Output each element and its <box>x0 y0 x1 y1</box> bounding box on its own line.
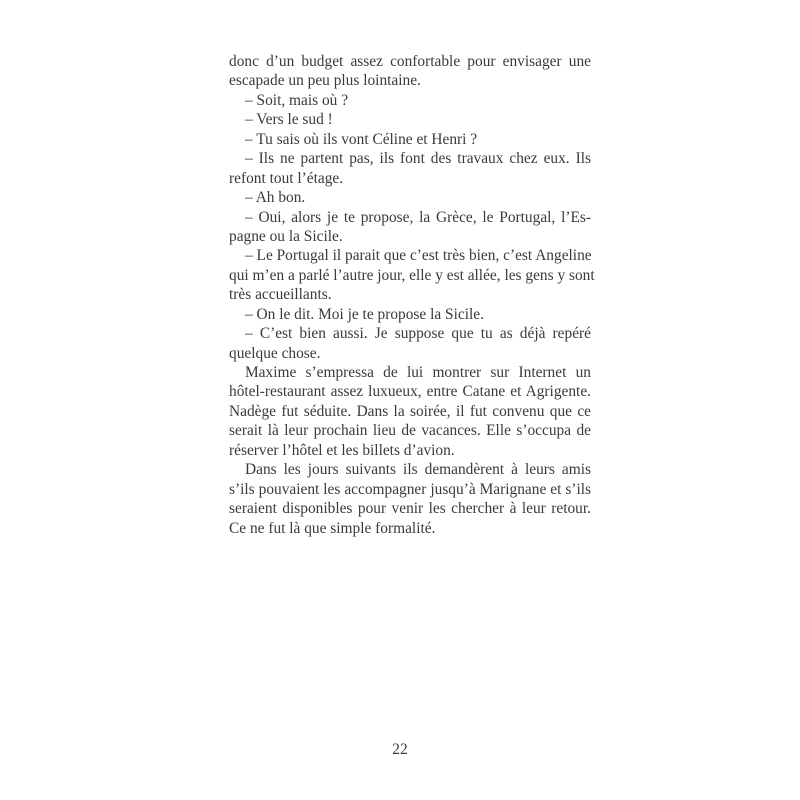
text-line: pagne ou la Sicile. <box>229 227 343 245</box>
dialogue-line: – Ah bon. <box>245 189 306 207</box>
text-line: seraient disponibles pour venir les chercher à leur retour. <box>229 500 591 518</box>
text-line: quelque chose. <box>229 344 321 362</box>
paragraph-line: Maxime s’empressa de lui montrer sur Internet un <box>245 364 591 381</box>
text-line: serait là leur prochain lieu de vacances. Elle s’occupa de <box>229 422 591 440</box>
text-line: donc d’un budget assez confortable pour envisager une <box>229 53 591 70</box>
dialogue-line: – Oui, alors je te propose, la Grèce, le Portugal, l’Es- <box>245 208 591 226</box>
body-text <box>229 52 595 538</box>
dialogue-line: – Ils ne partent pas, ils font des travaux chez eux. Ils <box>245 150 591 168</box>
text-line: hôtel-restaurant assez luxueux, entre Catane et Agrigente. <box>229 383 591 401</box>
text-line: Ce ne fut là que simple formalité. <box>229 519 436 537</box>
dialogue-line: – Le Portugal il parait que c’est très bien, c’est Angeline <box>245 247 592 265</box>
text-line: s’ils pouvaient les accompagner jusqu’à Marignane et s’ils <box>229 480 591 498</box>
dialogue-line: – Vers le sud ! <box>245 111 333 129</box>
dialogue-line: – On le dit. Moi je te propose la Sicile. <box>245 305 484 323</box>
text-line: réserver l’hôtel et les billets d’avion. <box>229 441 455 459</box>
dialogue-line: – Soit, mais où ? <box>245 91 349 109</box>
page-number: 22 <box>392 741 408 758</box>
dialogue-line: – C’est bien aussi. Je suppose que tu as déjà repéré <box>245 325 591 343</box>
text-line: refont tout l’étage. <box>229 169 344 187</box>
text-line: très accueillants. <box>229 286 332 304</box>
paragraph-line: Dans les jours suivants ils demandèrent à leurs amis <box>245 461 591 479</box>
dialogue-line: – Tu sais où ils vont Céline et Henri ? <box>245 130 478 148</box>
text-line: Nadège fut séduite. Dans la soirée, il fut convenu que ce <box>229 402 591 420</box>
text-line: escapade un peu plus lointaine. <box>229 72 421 90</box>
text-line: qui m’en a parlé l’autre jour, elle y est allée, les gens y sont <box>229 266 595 284</box>
